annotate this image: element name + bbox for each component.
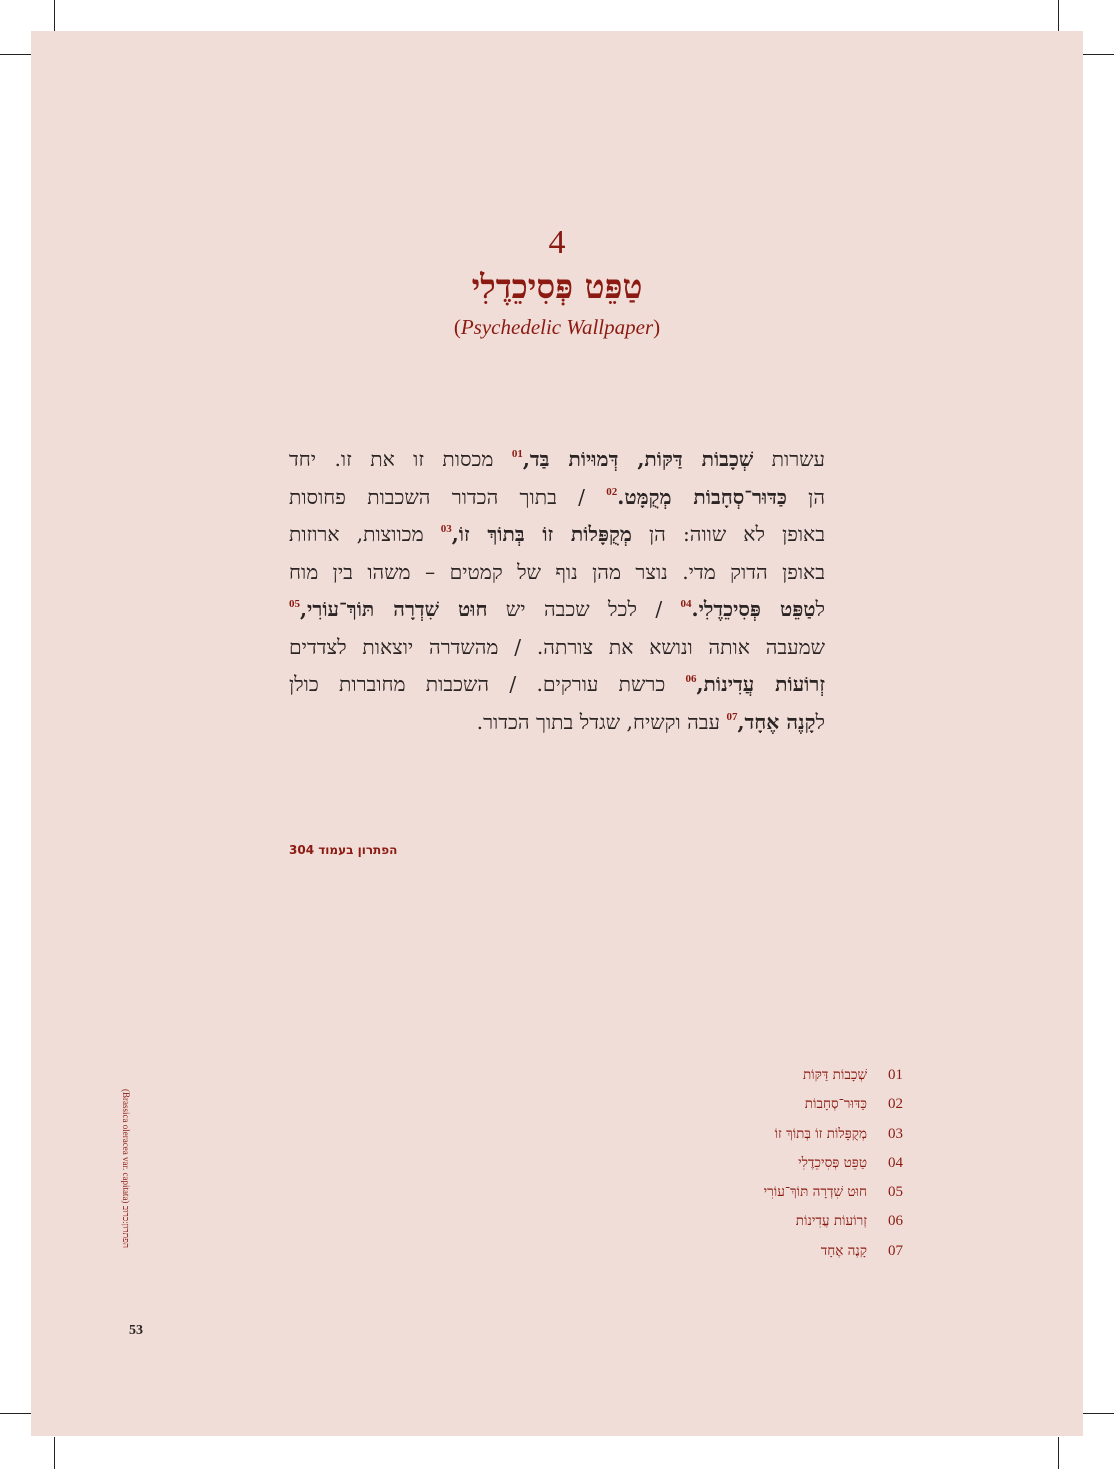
side-caption-hebrew: הפתרון:כרוב bbox=[121, 1205, 131, 1249]
glossary-term: חוּט שִׁדְרָה תּוֹךְ־עוֹרִי bbox=[763, 1184, 867, 1201]
subtitle-text: Psychedelic Wallpaper bbox=[460, 315, 654, 339]
glossary-item bbox=[764, 1126, 903, 1155]
paragraph-text: ל bbox=[815, 709, 825, 734]
page bbox=[31, 31, 1083, 1436]
paragraph-line bbox=[289, 666, 825, 704]
crop-mark-top-left-horizontal bbox=[0, 54, 31, 55]
glossary-item bbox=[764, 1155, 903, 1184]
crop-mark-top-right-horizontal bbox=[1083, 54, 1114, 55]
riddle-paragraph bbox=[289, 441, 825, 741]
glossary-number: 04 bbox=[888, 1154, 903, 1171]
subtitle-close-paren: ) bbox=[653, 315, 661, 339]
paragraph-line bbox=[289, 629, 825, 667]
paragraph-text: עשרות bbox=[753, 447, 825, 471]
paragraph-text: / לכל שכבה יש bbox=[487, 597, 681, 621]
glossary-list bbox=[764, 1067, 903, 1272]
paragraph-text: כרשת עורקים. / השכבות מחוברות כולן bbox=[289, 672, 686, 696]
glossary-number: 06 bbox=[888, 1213, 903, 1230]
highlighted-term: טַפֵּט פְּסִיכֵדֶלִי. bbox=[691, 597, 816, 621]
page-number: 53 bbox=[129, 1323, 143, 1338]
glossary-number: 07 bbox=[888, 1242, 903, 1259]
paragraph-text: שמעבה אותה ונושא את צורתה. / מהשדרה יוצאות לצדדים bbox=[289, 634, 825, 659]
footnote-marker: 01 bbox=[511, 448, 523, 460]
crop-mark-bottom-left-vertical bbox=[54, 1437, 55, 1469]
highlighted-term: מְקֻפָּלוֹת זוֹ בְּתוֹךְ זוֹ, bbox=[451, 522, 632, 546]
paragraph-text: עבה וקשיח, שגדל בתוך הכדור. bbox=[476, 709, 727, 734]
glossary-term: טַפֵּט פְּסִיכֵדֶלִי bbox=[798, 1154, 867, 1171]
glossary-term: קָנֶה אֶחָד bbox=[820, 1242, 867, 1259]
glossary-item bbox=[764, 1096, 903, 1125]
footnote-marker: 07 bbox=[726, 710, 738, 723]
paragraph-line bbox=[289, 516, 825, 554]
paragraph-text: ל bbox=[815, 597, 826, 621]
side-caption bbox=[119, 1089, 131, 1269]
paragraph-text: / בתוך הכדור השכבות פחוסות bbox=[289, 484, 607, 509]
crop-mark-bottom-left-horizontal bbox=[0, 1413, 31, 1414]
glossary-number: 02 bbox=[888, 1096, 903, 1113]
paragraph-text: מכסות זו את זו. יחד bbox=[289, 447, 512, 471]
highlighted-term: זְרוֹעוֹת עֲדִינוֹת, bbox=[696, 672, 825, 696]
paragraph-line bbox=[289, 441, 825, 479]
glossary-number: 01 bbox=[888, 1067, 903, 1083]
glossary-number: 05 bbox=[888, 1184, 903, 1201]
solution-reference: הפתרון בעמוד 304 bbox=[289, 843, 398, 857]
glossary-item bbox=[764, 1243, 903, 1272]
chapter-title: טַפֵּט פְּסִיכֵדֶלִי bbox=[471, 267, 643, 306]
paragraph-line bbox=[289, 479, 825, 517]
crop-mark-bottom-right-vertical bbox=[1058, 1437, 1059, 1469]
glossary-item bbox=[764, 1067, 903, 1096]
glossary-item bbox=[764, 1184, 903, 1213]
glossary-term: זְרוֹעוֹת עֲדִינוֹת bbox=[795, 1213, 867, 1230]
glossary-number: 03 bbox=[888, 1125, 903, 1142]
glossary-term: שְׁכָבוֹת דַּקּוֹת bbox=[802, 1067, 867, 1083]
footnote-marker: 02 bbox=[606, 485, 618, 498]
highlighted-term: כַּדּוּר־סְחָבוֹת מְקֻמָּט. bbox=[617, 484, 787, 509]
crop-mark-top-right-vertical bbox=[1058, 0, 1059, 31]
paragraph-line bbox=[289, 704, 825, 742]
paragraph-text: באופן לא שווה: הן bbox=[631, 522, 825, 546]
glossary-item bbox=[764, 1213, 903, 1242]
paragraph-line bbox=[289, 591, 825, 629]
paragraph-text: מכווצות, ארוזות bbox=[289, 522, 441, 546]
paragraph-text: באופן הדוק מדי. נוצר מהן נוף של קמטים – משהו בין מוח bbox=[289, 559, 825, 584]
paragraph-text: הן bbox=[786, 484, 825, 509]
chapter-subtitle bbox=[31, 313, 1083, 341]
glossary-term: כַּדּוּר־סְחָבוֹת bbox=[804, 1096, 867, 1113]
subtitle-open-paren: ( bbox=[453, 315, 461, 339]
footnote-marker: 04 bbox=[680, 598, 692, 610]
chapter-number: 4 bbox=[548, 224, 566, 261]
crop-mark-top-left-vertical bbox=[54, 0, 55, 31]
footnote-marker: 03 bbox=[440, 523, 452, 535]
highlighted-term: שְׁכָבוֹת דַּקּוֹת, דְּמוּיוֹת בַּד, bbox=[522, 447, 754, 471]
highlighted-term: חוּט שִׁדְרָה תּוֹךְ־עוֹרִי, bbox=[300, 597, 488, 621]
highlighted-term: קָנֶה אֶחָד, bbox=[737, 709, 816, 734]
glossary-term: מְקֻפָּלוֹת זוֹ בְּתוֹךְ זוֹ bbox=[774, 1125, 867, 1142]
crop-mark-bottom-right-horizontal bbox=[1083, 1413, 1114, 1414]
footnote-marker: 05 bbox=[289, 598, 300, 610]
side-caption-latin: (Brassica oleracea var. capitata) bbox=[121, 1089, 131, 1204]
paragraph-line bbox=[289, 554, 825, 592]
footnote-marker: 06 bbox=[685, 673, 697, 685]
